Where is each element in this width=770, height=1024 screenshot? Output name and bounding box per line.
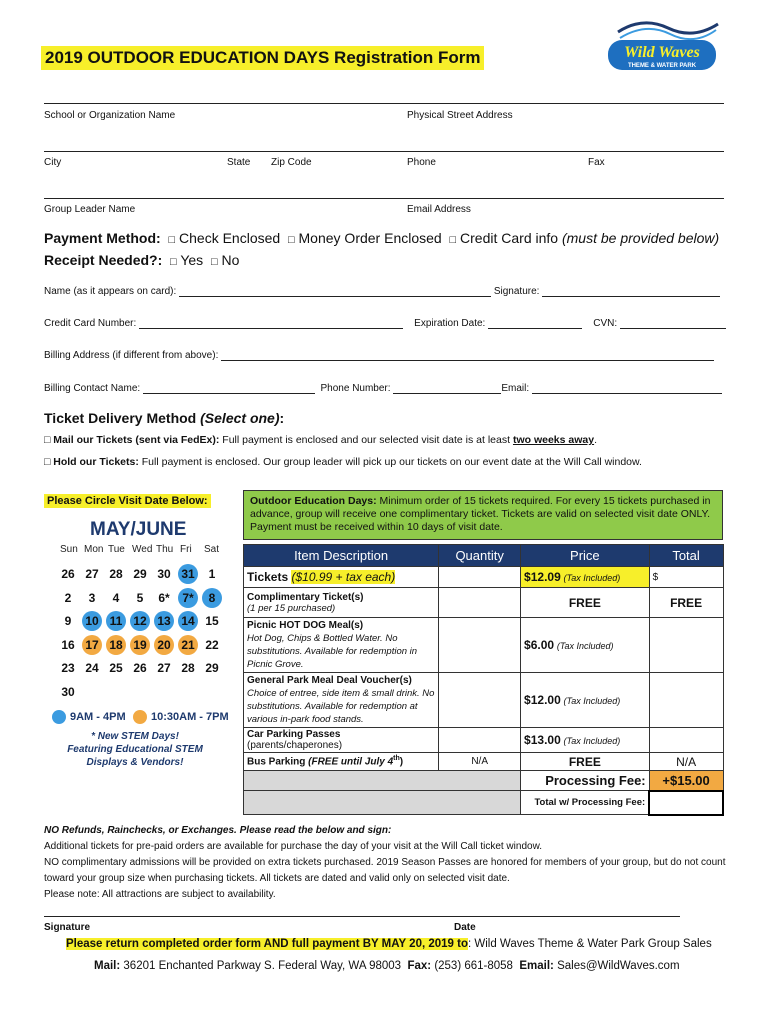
tickets-price: $12.09 bbox=[524, 570, 561, 584]
meal-label: General Park Meal Deal Voucher(s) bbox=[247, 675, 412, 686]
calendar-day[interactable]: 29 bbox=[205, 661, 219, 675]
hold-tickets-text: Full payment is enclosed. Our group leader will pick up our tickets on our event date at the Will Call window. bbox=[141, 456, 642, 468]
calendar-day[interactable]: 23 bbox=[61, 661, 75, 675]
fax-label-footer: Fax: bbox=[407, 960, 432, 972]
card-signature-label: Signature: bbox=[493, 286, 540, 297]
comp-note: (1 per 15 purchased) bbox=[247, 602, 336, 614]
legend-blue-dot bbox=[52, 710, 66, 724]
calendar-day[interactable]: 16 bbox=[61, 637, 75, 652]
car-price-note: (Tax Included) bbox=[563, 736, 621, 746]
card-name-field[interactable] bbox=[179, 286, 491, 297]
fee-blank bbox=[244, 771, 521, 791]
calendar-day[interactable]: 30 bbox=[61, 684, 75, 699]
card-signature-field[interactable] bbox=[542, 286, 720, 297]
return-rest: : Wild Waves Theme & Water Park Group Sales bbox=[467, 938, 712, 950]
calendar-day[interactable]: 6* bbox=[158, 590, 170, 605]
stem-note bbox=[60, 730, 210, 769]
legend-orange-dot bbox=[133, 710, 147, 724]
calendar-day[interactable]: 15 bbox=[205, 614, 219, 628]
hold-tickets-checkbox[interactable]: □ bbox=[44, 456, 51, 468]
table-row bbox=[244, 567, 724, 588]
money-order-checkbox[interactable]: □ bbox=[287, 234, 295, 246]
legend-orange-label: 10:30AM - 7PM bbox=[151, 711, 229, 723]
outdoor-education-info bbox=[243, 490, 723, 540]
calendar-day[interactable]: 7* bbox=[178, 588, 198, 608]
card-number-field[interactable] bbox=[139, 318, 403, 329]
tickets-label: Tickets bbox=[247, 570, 289, 584]
delivery-heading-note: (Select one) bbox=[200, 410, 280, 426]
cvn-label: CVN: bbox=[593, 318, 618, 329]
billing-contact-label: Billing Contact Name: bbox=[44, 383, 141, 394]
page-title: 2019 OUTDOOR EDUCATION DAYS Registration Form bbox=[41, 46, 484, 70]
expiration-field[interactable] bbox=[488, 318, 582, 329]
zip-label: Zip Code bbox=[271, 157, 312, 168]
table-row bbox=[244, 791, 724, 815]
fax-label: Fax bbox=[588, 157, 605, 168]
delivery-heading-colon: : bbox=[279, 410, 285, 426]
calendar-day[interactable]: 5 bbox=[136, 590, 144, 605]
cvn-field[interactable] bbox=[620, 318, 726, 329]
bus-note: (FREE until July 4 bbox=[308, 756, 394, 768]
contact-line bbox=[94, 960, 680, 972]
mail-tickets-label: Mail our Tickets (sent via FedEx): bbox=[53, 434, 220, 446]
meal-price: $12.00 bbox=[524, 693, 561, 707]
calendar-day[interactable]: 4 bbox=[112, 590, 120, 605]
calendar-day[interactable]: 10 bbox=[82, 611, 102, 631]
receipt-row bbox=[44, 252, 239, 268]
table-row bbox=[244, 728, 724, 753]
billing-phone-label: Phone Number: bbox=[320, 383, 391, 394]
calendar-day[interactable]: 20 bbox=[154, 635, 174, 655]
receipt-no-label: No bbox=[221, 252, 240, 268]
payment-label: Payment Method: bbox=[44, 230, 161, 246]
calendar-title: MAY/JUNE bbox=[90, 519, 187, 540]
mail-tickets-strong: two weeks away bbox=[512, 434, 595, 446]
bus-total: N/A bbox=[649, 753, 723, 771]
check-enclosed-label: Check Enclosed bbox=[179, 230, 281, 246]
mail-tickets-text: Full payment is enclosed and our selected visit date is at least bbox=[222, 434, 511, 446]
picnic-quantity[interactable] bbox=[439, 618, 521, 673]
email-address: Sales@WildWaves.com bbox=[557, 960, 680, 972]
hold-tickets-label: Hold our Tickets: bbox=[53, 456, 139, 468]
comp-total: FREE bbox=[649, 588, 723, 618]
total-fee-value[interactable] bbox=[649, 791, 723, 815]
wild-waves-logo bbox=[598, 14, 728, 84]
stem-line2: Featuring Educational STEM bbox=[67, 744, 203, 755]
billing-phone-field[interactable] bbox=[393, 383, 501, 394]
calendar-day[interactable]: 8 bbox=[202, 588, 222, 608]
header-total: Total bbox=[649, 545, 723, 567]
weekday-label: Sat bbox=[204, 544, 220, 555]
calendar-day[interactable]: 9 bbox=[64, 614, 72, 628]
calendar-day[interactable]: 30 bbox=[157, 567, 171, 581]
car-price: $13.00 bbox=[524, 733, 561, 747]
weekday-label: Fri bbox=[180, 544, 192, 555]
email-label: Email Address bbox=[407, 204, 471, 215]
policy-line2: NO complimentary admissions will be provided on extra tickets purchased. 2019 Season Passes are honored for members of your group, but do not count toward your group size when purchasing tickets. All tickets are dated and valid only on selected visit date. bbox=[44, 857, 726, 884]
calendar-day[interactable]: 14 bbox=[178, 611, 198, 631]
calendar-day[interactable]: 27 bbox=[85, 567, 99, 581]
picnic-total[interactable] bbox=[649, 618, 723, 673]
calendar-day[interactable]: 18 bbox=[106, 635, 126, 655]
phone-label: Phone bbox=[407, 157, 436, 168]
calendar-day[interactable]: 26 bbox=[133, 661, 147, 675]
delivery-heading bbox=[44, 410, 284, 426]
email-label-footer: Email: bbox=[519, 960, 554, 972]
car-total[interactable] bbox=[649, 728, 723, 753]
policy-line1: Additional tickets for pre-paid orders are available for purchase the day of your visit at the Will Call ticket window. bbox=[44, 841, 543, 852]
table-row bbox=[244, 673, 724, 728]
bus-label: Bus Parking bbox=[247, 756, 306, 768]
header-quantity: Quantity bbox=[439, 545, 521, 567]
card-number-label: Credit Card Number: bbox=[44, 318, 137, 329]
weekday-label: Sun bbox=[60, 544, 78, 555]
receipt-yes-checkbox[interactable]: □ bbox=[170, 256, 177, 268]
calendar-day[interactable]: 17 bbox=[82, 635, 102, 655]
credit-card-checkbox[interactable]: □ bbox=[449, 234, 457, 246]
calendar-day[interactable]: 19 bbox=[130, 635, 150, 655]
calendar-day[interactable]: 24 bbox=[85, 661, 99, 675]
calendar-day[interactable]: 28 bbox=[181, 661, 195, 675]
calendar-day[interactable]: 27 bbox=[157, 661, 171, 675]
weekday-label: Tue bbox=[108, 544, 125, 555]
meal-total[interactable] bbox=[649, 673, 723, 728]
fax-number: (253) 661-8058 bbox=[434, 960, 513, 972]
comp-label: Complimentary Ticket(s) bbox=[247, 591, 364, 603]
calendar-day[interactable]: 31 bbox=[178, 564, 198, 584]
car-note: (parents/chaperones) bbox=[247, 740, 343, 751]
picnic-label: Picnic HOT DOG Meal(s) bbox=[247, 620, 364, 631]
car-quantity[interactable] bbox=[439, 728, 521, 753]
table-row bbox=[244, 588, 724, 618]
tickets-total[interactable]: $ bbox=[649, 567, 723, 588]
calendar-day[interactable]: 22 bbox=[205, 637, 219, 652]
table-row bbox=[244, 753, 724, 771]
picnic-note: Hot Dog, Chips & Bottled Water. No substitutions. Available for redemption in Picnic Grove. bbox=[247, 633, 418, 670]
billing-contact-field[interactable] bbox=[143, 383, 315, 394]
calendar-day[interactable]: 12 bbox=[130, 611, 150, 631]
stem-line1: * New STEM Days! bbox=[91, 731, 179, 742]
mail-tickets-option[interactable] bbox=[44, 434, 597, 446]
info-text: Minimum order of 15 tickets required. For every 15 tickets purchased in advance, group will receive one complimentary ticket. Tickets are valid on selected visit date ONLY. Payment must be received within 10 days of visit date. bbox=[250, 495, 711, 533]
tickets-note: ($10.99 + tax each) bbox=[291, 570, 396, 584]
mail-tickets-checkbox[interactable]: □ bbox=[44, 434, 51, 446]
mail-label: Mail: bbox=[94, 960, 121, 972]
credit-card-note: (must be provided below) bbox=[561, 230, 720, 246]
city-label: City bbox=[44, 157, 62, 168]
bus-note-sup: th bbox=[393, 755, 400, 763]
calendar-day[interactable]: 3 bbox=[88, 590, 96, 605]
calendar-day[interactable]: 26 bbox=[61, 567, 75, 581]
weekday-label: Thu bbox=[156, 544, 174, 555]
calendar-day[interactable]: 11 bbox=[106, 611, 126, 631]
receipt-no-checkbox[interactable]: □ bbox=[210, 256, 218, 268]
meal-quantity[interactable] bbox=[439, 673, 521, 728]
logo-line2: THEME & WATER PARK bbox=[627, 63, 697, 69]
header-price: Price bbox=[521, 545, 650, 567]
total-fee-label: Total w/ Processing Fee: bbox=[521, 791, 650, 815]
expiration-label: Expiration Date: bbox=[414, 318, 486, 329]
meal-note: Choice of entree, side item & small drink. No substitutions. Available for redemption at various in-park food stands. bbox=[247, 688, 435, 725]
return-line bbox=[66, 938, 712, 950]
check-enclosed-checkbox[interactable]: □ bbox=[168, 234, 176, 246]
meal-price-note: (Tax Included) bbox=[563, 696, 621, 706]
tickets-price-note: (Tax Included) bbox=[563, 573, 621, 583]
info-bold: Outdoor Education Days: bbox=[250, 495, 377, 507]
processing-fee-label: Processing Fee: bbox=[521, 771, 650, 791]
order-table bbox=[243, 544, 724, 816]
card-name-label: Name (as it appears on card): bbox=[44, 286, 177, 297]
calendar-day[interactable]: 29 bbox=[133, 567, 147, 581]
stem-line3: Displays & Vendors! bbox=[86, 757, 184, 768]
car-label: Car Parking Passes bbox=[247, 729, 341, 740]
date-label: Date bbox=[454, 922, 476, 933]
picnic-price-note: (Tax Included) bbox=[556, 641, 614, 651]
calendar-day[interactable]: 21 bbox=[178, 635, 198, 655]
billing-address-field[interactable] bbox=[221, 350, 714, 361]
header-item: Item Description bbox=[244, 545, 439, 567]
weekday-label: Wed bbox=[132, 544, 153, 555]
signature-label: Signature bbox=[44, 922, 91, 933]
receipt-yes-label: Yes bbox=[180, 252, 204, 268]
money-order-label: Money Order Enclosed bbox=[298, 230, 442, 246]
policy-title: NO Refunds, Rainchecks, or Exchanges. Please read the below and sign: bbox=[44, 825, 392, 836]
state-label: State bbox=[227, 157, 251, 168]
calendar-day[interactable]: 2 bbox=[64, 590, 72, 605]
bus-price: FREE bbox=[521, 753, 650, 771]
street-label: Physical Street Address bbox=[407, 110, 513, 121]
picnic-price: $6.00 bbox=[524, 638, 555, 652]
hold-tickets-option[interactable] bbox=[44, 456, 642, 468]
calendar-day[interactable]: 25 bbox=[109, 661, 123, 675]
mail-address: 36201 Enchanted Parkway S. Federal Way, WA 98003 bbox=[123, 960, 402, 972]
weekday-label: Mon bbox=[84, 544, 104, 555]
delivery-heading-text: Ticket Delivery Method bbox=[44, 410, 197, 426]
billing-email-label: Email: bbox=[501, 383, 530, 394]
policy-line3: Please note: All attractions are subject to availability. bbox=[44, 889, 276, 900]
logo-line1: Wild Waves bbox=[624, 44, 700, 61]
bus-note-end: ) bbox=[399, 756, 404, 768]
credit-card-label: Credit Card info bbox=[460, 230, 559, 246]
calendar-day[interactable]: 13 bbox=[154, 611, 174, 631]
mail-tickets-end: . bbox=[594, 434, 598, 446]
table-header-row bbox=[244, 545, 724, 567]
leader-label: Group Leader Name bbox=[44, 204, 136, 215]
receipt-label: Receipt Needed?: bbox=[44, 252, 163, 268]
legend-blue-label: 9AM - 4PM bbox=[70, 711, 126, 723]
bus-quantity: N/A bbox=[439, 753, 521, 771]
circle-date-label: Please Circle Visit Date Below: bbox=[44, 494, 211, 508]
comp-quantity[interactable] bbox=[439, 588, 521, 618]
payment-method-row bbox=[44, 230, 719, 246]
school-label: School or Organization Name bbox=[44, 110, 176, 121]
calendar-day[interactable]: 1 bbox=[208, 567, 216, 581]
billing-address-label: Billing Address (if different from above): bbox=[44, 350, 219, 361]
return-highlight: Please return completed order form AND full payment BY MAY 20, 2019 to bbox=[66, 938, 468, 950]
calendar-day[interactable]: 28 bbox=[109, 567, 123, 581]
tickets-quantity[interactable] bbox=[439, 567, 521, 588]
processing-fee-value: +$15.00 bbox=[649, 771, 723, 791]
table-row bbox=[244, 771, 724, 791]
total-blank bbox=[244, 791, 521, 815]
billing-email-field[interactable] bbox=[532, 383, 722, 394]
footer-terms bbox=[44, 823, 734, 903]
comp-price: FREE bbox=[521, 588, 650, 618]
table-row bbox=[244, 618, 724, 673]
